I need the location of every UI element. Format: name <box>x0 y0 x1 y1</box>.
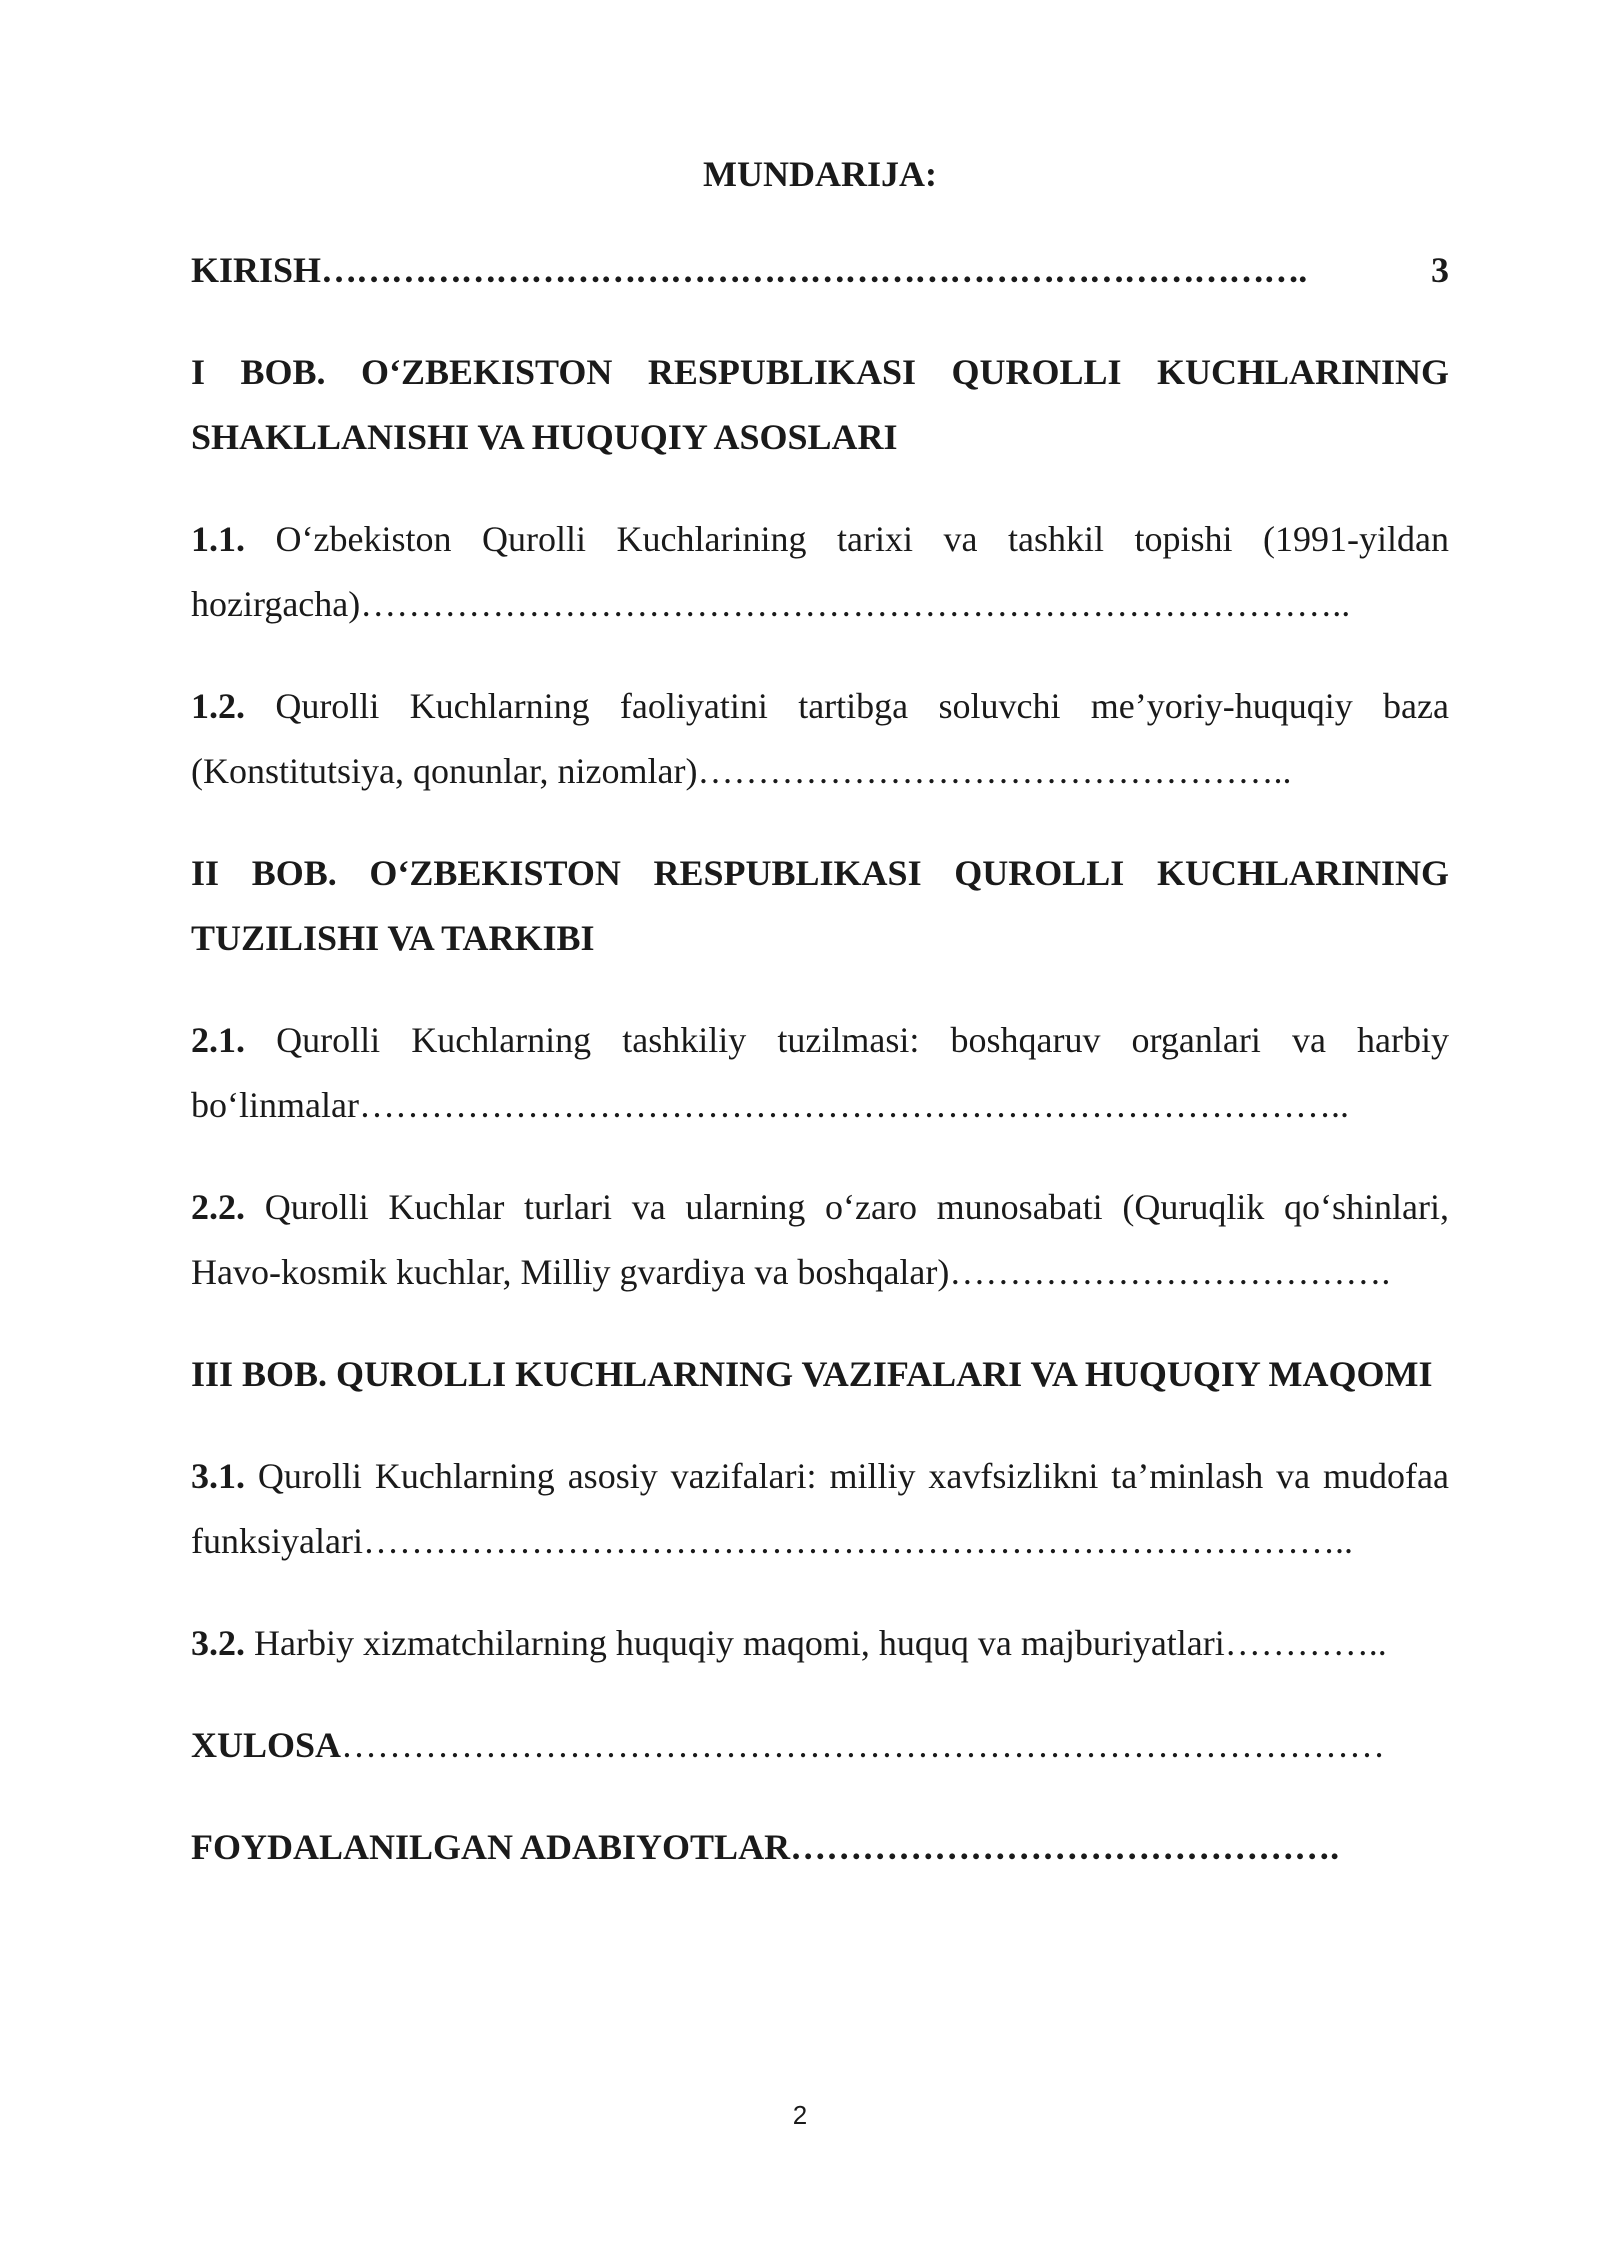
toc-section-text: Harbiy xizmatchilarning huquqiy maqomi, huquq va majburiyatlari………….. <box>245 1623 1387 1663</box>
toc-entry-kirish <box>191 238 1449 303</box>
toc-section-3-2 <box>191 1611 1449 1676</box>
toc-entry-label: KIRISH <box>191 250 322 290</box>
table-of-contents <box>191 150 1449 1917</box>
toc-entry-adabiyotlar <box>191 1815 1449 1880</box>
toc-chapter-3: III BOB. QUROLLI KUCHLARNING VAZIFALARI VA HUQUQIY MAQOMI <box>191 1354 1433 1394</box>
toc-section-number: 1.1. <box>191 519 245 559</box>
toc-section-number: 3.2. <box>191 1623 245 1663</box>
page-number: 2 <box>792 2100 808 2130</box>
toc-entry-label: FOYDALANILGAN ADABIYOTLAR <box>191 1827 791 1867</box>
toc-section-2-1 <box>191 1008 1449 1138</box>
toc-section-text: Qurolli Kuchlarning asosiy vazifalari: milliy xavfsizlikni ta’minlash va mudofaa funksiyalari……………………………………………………………………….. <box>191 1456 1449 1561</box>
toc-section-text: Qurolli Kuchlarning tashkiliy tuzilmasi: boshqaruv organlari va harbiy bo‘linmalar……………………………………………………………………….. <box>191 1020 1449 1125</box>
toc-title: MUNDARIJA: <box>703 154 937 194</box>
toc-section-text: Qurolli Kuchlarning faoliyatini tartibga soluvchi me’yoriy-huquqiy baza (Konstitutsiya, qonunlar, nizomlar)………………………………………….. <box>191 686 1449 791</box>
toc-entry-xulosa <box>191 1713 1449 1778</box>
toc-section-3-1 <box>191 1444 1449 1574</box>
toc-leader-dots: …………………………………………………………………………… <box>341 1725 1386 1765</box>
toc-page-number: 3 <box>1431 250 1449 290</box>
toc-section-number: 1.2. <box>191 686 245 726</box>
toc-chapter-1: I BOB. O‘ZBEKISTON RESPUBLIKASI QUROLLI KUCHLARINING SHAKLLANISHI VA HUQUQIY ASOSLARI <box>191 352 1449 457</box>
toc-section-text: Qurolli Kuchlar turlari va ularning o‘zaro munosabati (Quruqlik qo‘shinlari, Havo-kosmik kuchlar, Milliy gvardiya va boshqalar)………………………………. <box>191 1187 1449 1292</box>
toc-section-number: 2.1. <box>191 1020 245 1060</box>
toc-section-1-1 <box>191 507 1449 637</box>
toc-section-number: 2.2. <box>191 1187 245 1227</box>
toc-leader-dots: ………………………………………. <box>790 1827 1340 1867</box>
toc-leader-dots: …………………………………………………………………………. <box>321 250 1307 290</box>
toc-chapter-2: II BOB. O‘ZBEKISTON RESPUBLIKASI QUROLLI KUCHLARINING TUZILISHI VA TARKIBI <box>191 853 1449 958</box>
toc-section-number: 3.1. <box>191 1456 245 1496</box>
toc-section-text: O‘zbekiston Qurolli Kuchlarining tarixi va tashkil topishi (1991-yildan hozirgacha)……………………………………………………………………….. <box>191 519 1449 624</box>
toc-section-2-2 <box>191 1175 1449 1305</box>
toc-entry-label: XULOSA <box>191 1725 342 1765</box>
toc-section-1-2 <box>191 674 1449 804</box>
